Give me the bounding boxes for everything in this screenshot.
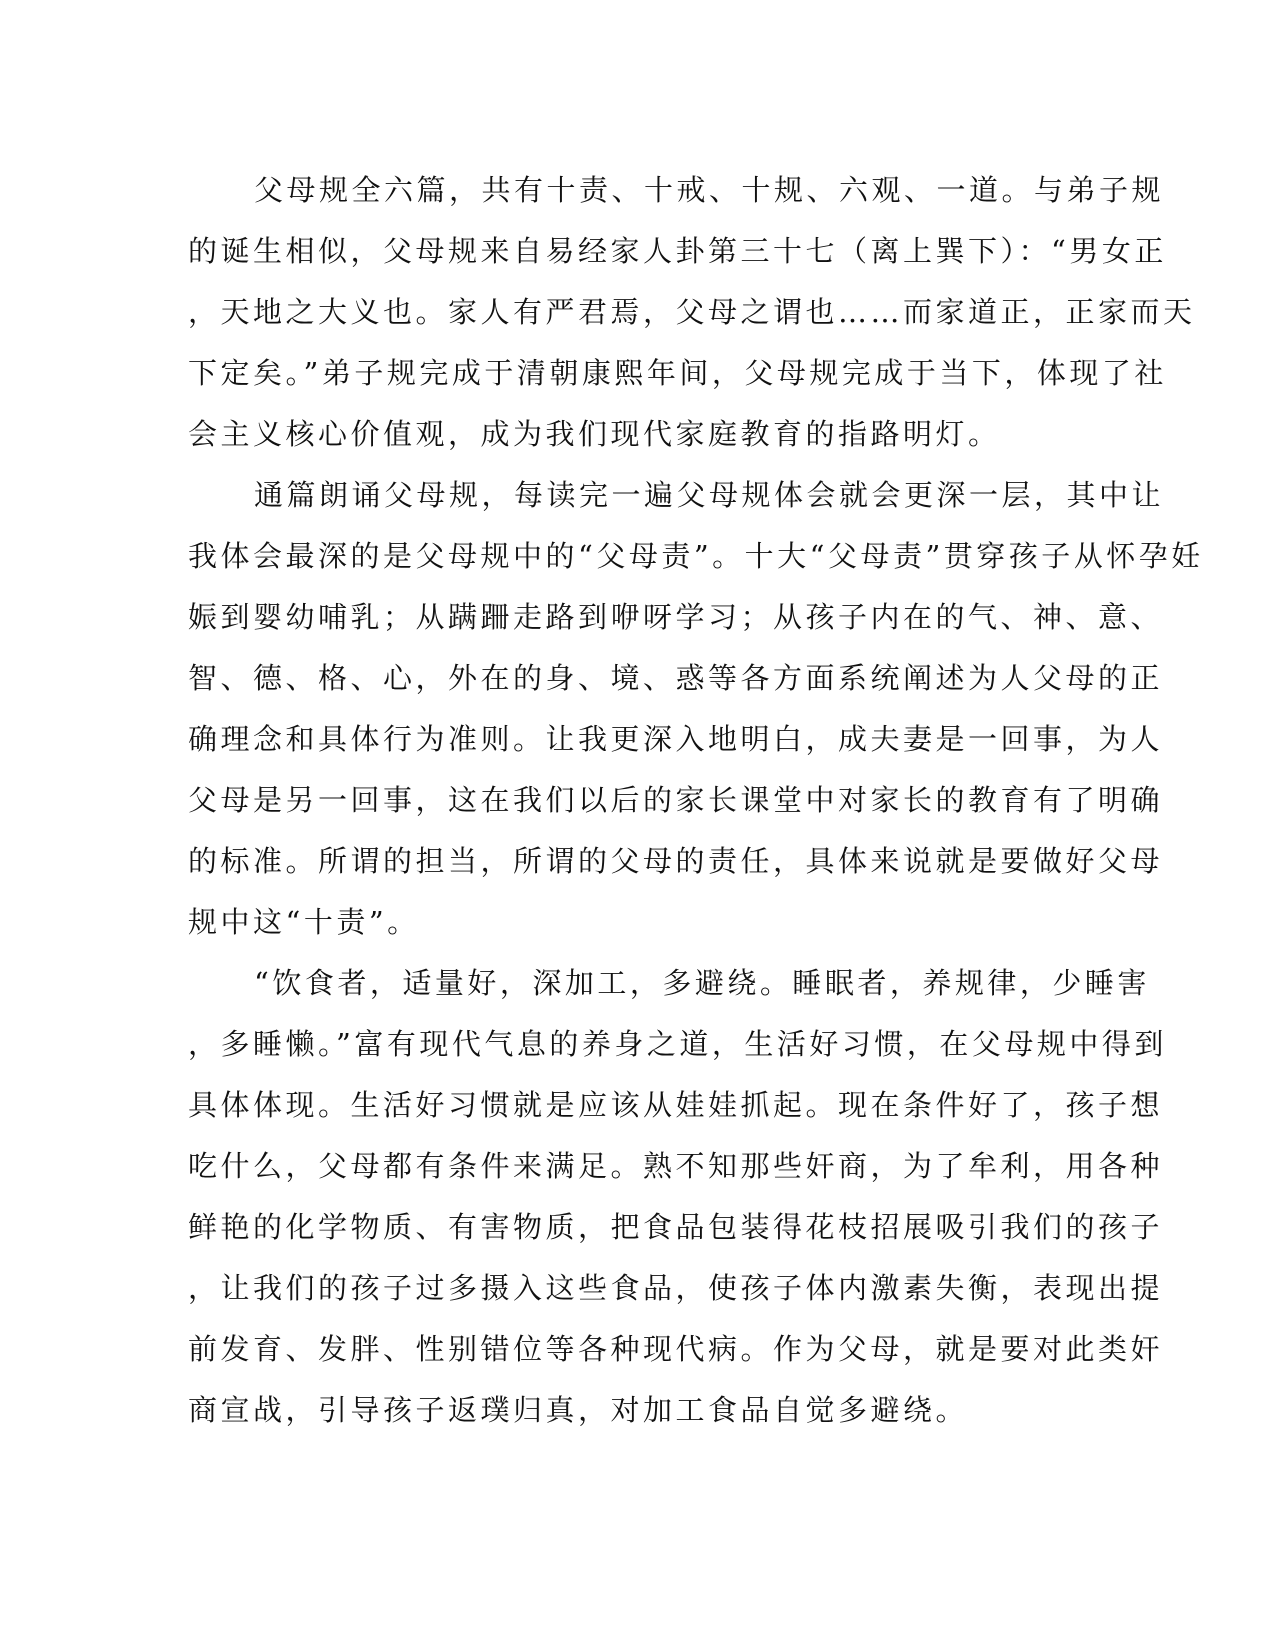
paragraph-3 bbox=[188, 953, 1167, 1441]
text-line: 我体会最深的是父母规中的“父母责”。十大“父母责”贯穿孩子从怀孕妊 bbox=[188, 539, 1204, 573]
text-line: 鲜艳的化学物质、有害物质，把食品包装得花枝招展吸引我们的孩子 bbox=[188, 1210, 1164, 1244]
text-line: 下定矣。”弟子规完成于清朝康熙年间，父母规完成于当下，体现了社 bbox=[188, 356, 1167, 390]
text-line: 吃什么，父母都有条件来满足。熟不知那些奸商，为了牟利，用各种 bbox=[188, 1149, 1164, 1183]
text-line: 具体体现。生活好习惯就是应该从娃娃抓起。现在条件好了，孩子想 bbox=[188, 1088, 1164, 1122]
text-line: 前发育、发胖、性别错位等各种现代病。作为父母，就是要对此类奸 bbox=[188, 1332, 1164, 1366]
text-line: 父母规全六篇，共有十责、十戒、十规、六观、一道。与弟子规 bbox=[254, 173, 1165, 207]
text-line: 的诞生相似，父母规来自易经家人卦第三十七（离上巽下）：“男女正 bbox=[188, 234, 1167, 268]
text-line: 父母是另一回事，这在我们以后的家长课堂中对家长的教育有了明确 bbox=[188, 783, 1164, 817]
body-text bbox=[188, 160, 1204, 1441]
text-line: 的标准。所谓的担当，所谓的父母的责任，具体来说就是要做好父母 bbox=[188, 844, 1164, 878]
text-line: 商宣战，引导孩子返璞归真，对加工食品自觉多避绕。 bbox=[188, 1393, 969, 1427]
text-line: 确理念和具体行为准则。让我更深入地明白，成夫妻是一回事，为人 bbox=[188, 722, 1164, 756]
text-line: 会主义核心价值观，成为我们现代家庭教育的指路明灯。 bbox=[188, 417, 1001, 451]
text-line: ，天地之大义也。家人有严君焉，父母之谓也……而家道正，正家而天 bbox=[188, 295, 1196, 329]
text-line: 智、德、格、心，外在的身、境、惑等各方面系统阐述为人父母的正 bbox=[188, 661, 1164, 695]
text-line: 通篇朗诵父母规，每读完一遍父母规体会就会更深一层，其中让 bbox=[254, 478, 1165, 512]
text-line: 规中这“十责”。 bbox=[188, 905, 420, 939]
text-line: “饮食者，适量好，深加工，多避绕。睡眠者，养规律，少睡害 bbox=[254, 966, 1150, 1000]
text-line: ，多睡懒。”富有现代气息的养身之道，生活好习惯，在父母规中得到 bbox=[188, 1027, 1167, 1061]
text-line: 娠到婴幼哺乳；从蹒跚走路到咿呀学习；从孩子内在的气、神、意、 bbox=[188, 600, 1164, 634]
paragraph-2 bbox=[188, 465, 1204, 953]
paragraph-1 bbox=[188, 160, 1196, 465]
text-line: ，让我们的孩子过多摄入这些食品，使孩子体内激素失衡，表现出提 bbox=[188, 1271, 1164, 1305]
